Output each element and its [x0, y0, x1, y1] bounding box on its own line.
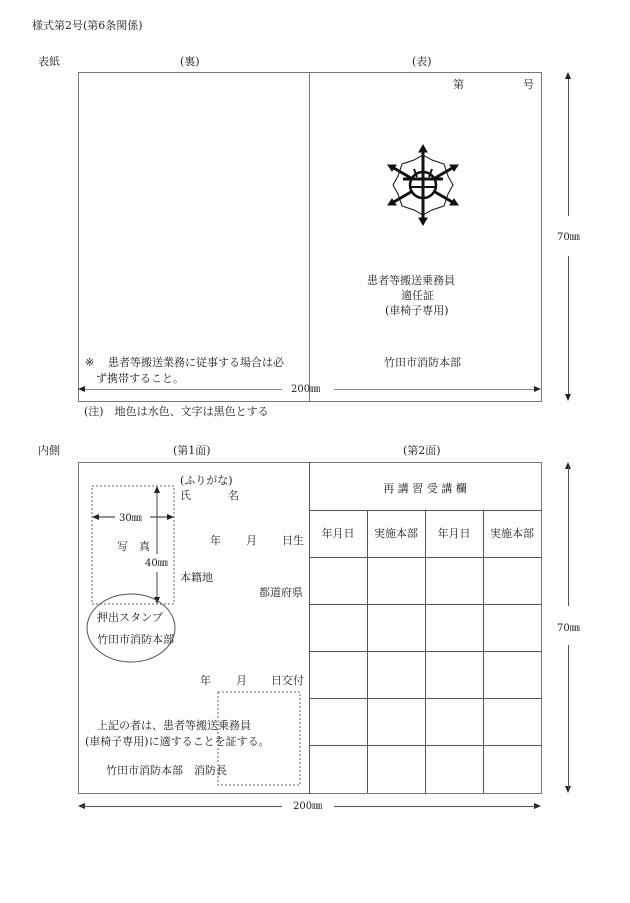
- cover-number-dai: 第: [453, 78, 464, 91]
- table-header-date-1: 年月日: [321, 527, 355, 540]
- name-shi: 氏: [180, 489, 191, 502]
- cover-notice-line2: ず携帯すること。: [96, 372, 184, 385]
- cover-color-note: (注) 地色は水色、文字は黒色とする: [84, 405, 269, 418]
- table-col-line: [483, 510, 484, 793]
- honseki-label: 本籍地: [180, 571, 213, 584]
- birth-month: 月: [246, 534, 257, 547]
- cover-front-label: (表): [412, 55, 432, 68]
- form-number: 様式第2号(第6条関係): [32, 19, 143, 32]
- photo-height-dimension: 40㎜: [145, 558, 168, 569]
- signer: 竹田市消防本部 消防長: [106, 764, 227, 777]
- cover-notice-mark: ※: [85, 356, 95, 369]
- cover-card: [78, 72, 542, 402]
- inner-height-dimension: 70㎜: [557, 623, 580, 634]
- prefecture-label: 都道府県: [259, 586, 303, 599]
- issue-day: 日交付: [271, 674, 304, 687]
- cover-title-line2: 適任証: [401, 289, 434, 302]
- issue-month: 月: [236, 674, 247, 687]
- photo-label: 写 真: [117, 540, 150, 553]
- cover-title-line1: 患者等搬送乗務員: [367, 274, 455, 287]
- stamp-line2: 竹田市消防本部: [97, 633, 174, 646]
- table-header-date-2: 年月日: [437, 527, 471, 540]
- cover-width-dimension-line-right: [334, 389, 536, 390]
- table-header-dept-1: 実施本部: [374, 527, 418, 540]
- inner-section-label: 内側: [38, 444, 60, 457]
- cover-width-dimension-line-left: [82, 389, 282, 390]
- cover-height-dimension-line-top: [568, 76, 569, 216]
- cover-issuer: 竹田市消防本部: [384, 356, 461, 369]
- inner-face1-label: (第1面): [173, 444, 211, 457]
- photo-width-dimension: 30㎜: [119, 513, 142, 524]
- name-mei: 名: [228, 489, 239, 502]
- inner-width-dimension-line-right: [334, 806, 536, 807]
- certification-line2: (車椅子専用)に適することを証する。: [85, 735, 270, 748]
- cover-fold-line: [309, 72, 310, 402]
- inner-height-dimension-line-top: [568, 466, 569, 606]
- inner-width-dimension: 200㎜: [293, 801, 323, 812]
- issue-year: 年: [200, 674, 211, 687]
- cover-height-dimension-line-bottom: [568, 256, 569, 398]
- table-col-line: [367, 510, 368, 793]
- inner-height-dimension-line-bottom: [568, 645, 569, 789]
- cover-section-label: 表紙: [38, 55, 60, 68]
- birth-day: 日生: [282, 534, 304, 547]
- table-title: 再 講 習 受 講 欄: [383, 482, 467, 495]
- cover-height-dimension: 70㎜: [557, 232, 580, 243]
- certification-line1: 上記の者は、患者等搬送乗務員: [97, 719, 251, 732]
- table-header-dept-2: 実施本部: [490, 527, 534, 540]
- cover-number-go: 号: [523, 78, 534, 91]
- furigana-label: (ふりがな): [180, 474, 233, 487]
- cover-notice-line1: 患者等搬送業務に従事する場合は必: [108, 356, 284, 369]
- birth-year: 年: [210, 534, 221, 547]
- inner-face2-label: (第2面): [403, 444, 441, 457]
- cover-back-label: (裏): [180, 55, 200, 68]
- table-col-line: [425, 510, 426, 793]
- stamp-line1: 押出スタンプ: [97, 611, 163, 624]
- cover-width-dimension: 200㎜: [291, 384, 321, 395]
- cover-title-line3: (車椅子専用): [385, 304, 449, 317]
- inner-width-dimension-line-left: [82, 806, 282, 807]
